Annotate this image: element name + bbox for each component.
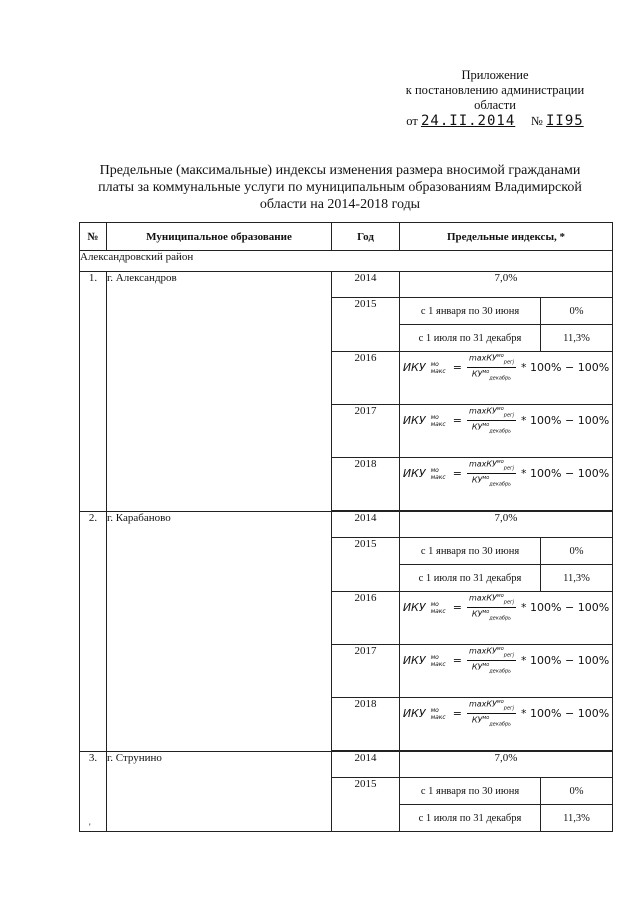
formula-sup-bottom: макс: [430, 713, 446, 721]
title-line-2: платы за коммунальные услуги по муниципальным образованиям Владимирской: [98, 180, 582, 195]
formula-rest: * 100% − 100%: [521, 601, 610, 615]
formula-lhs-index: [431, 361, 446, 375]
formula-lhs-index: [431, 707, 446, 721]
col-index-header: Предельные индексы, *: [400, 223, 613, 251]
formula-eq: =: [452, 707, 462, 721]
formula-rest: * 100% − 100%: [521, 414, 610, 428]
year-cell: 2016: [332, 352, 400, 405]
formula-lhs: ИКУ: [402, 361, 426, 375]
year-cell: 2018: [332, 698, 400, 751]
formula-numerator: [467, 698, 516, 714]
period-label: с 1 января по 30 июня: [400, 298, 541, 325]
formula-num-sub: регj: [503, 359, 515, 366]
index-split-cell: [400, 298, 613, 352]
formula-fraction: [467, 698, 516, 730]
formula-lhs-index: [431, 654, 446, 668]
formula-num-text: maxКУ: [468, 593, 497, 603]
formula-den-text: КУ: [471, 369, 483, 379]
formula-lhs: ИКУ: [402, 467, 426, 481]
region-row: [80, 251, 613, 272]
year-cell: 2016: [332, 592, 400, 645]
formula-den-text: КУ: [471, 715, 483, 725]
period-value: 11,3%: [563, 812, 590, 824]
year-cell: 2015: [332, 298, 400, 352]
region-name: Александровский район: [80, 251, 613, 272]
formula-lhs-index: [431, 414, 446, 428]
period-label: с 1 января по 30 июня: [400, 538, 541, 565]
title-line-1: Предельные (максимальные) индексы изменения размера вносимой гражданами: [99, 163, 581, 178]
formula-den-text: КУ: [471, 475, 483, 485]
formula-sup-bottom: макс: [430, 660, 446, 668]
formula-den-sub: декабрь: [489, 428, 512, 435]
formula-numerator: [467, 405, 516, 421]
year-cell: 2014: [332, 272, 400, 298]
formula-denominator: [472, 714, 511, 729]
formula-sup-top: мо: [430, 706, 439, 714]
formula-den-sup: мо: [482, 609, 490, 616]
date-value: 24.II.2014: [420, 113, 516, 129]
formula-num-text: maxКУ: [468, 459, 497, 469]
formula-numerator: [467, 458, 516, 474]
municipality-name: г. Александров: [107, 272, 332, 512]
table-header-row: [80, 223, 613, 251]
year-cell: 2014: [332, 512, 400, 538]
formula-eq: =: [452, 601, 462, 615]
formula-eq: =: [452, 361, 462, 375]
period-label: с 1 июля по 31 декабря: [400, 325, 541, 352]
formula-denominator: [472, 661, 511, 676]
index-value: 7,0%: [400, 272, 613, 298]
formula-num-sup: мо: [496, 406, 504, 412]
formula-den-text: КУ: [471, 662, 483, 672]
formula-num-text: maxКУ: [468, 646, 497, 656]
formula-den-sub: декабрь: [489, 668, 512, 675]
formula-rest: * 100% − 100%: [521, 361, 610, 375]
col-mo-header: Муниципальное образование: [107, 223, 332, 251]
formula-num-sup: мо: [496, 353, 504, 359]
formula-num-sub: регj: [503, 652, 515, 659]
table-row: [80, 752, 613, 778]
index-formula: [400, 458, 613, 511]
formula-den-sub: декабрь: [489, 615, 512, 622]
formula-lhs: ИКУ: [402, 601, 426, 615]
municipality-name: г. Струнино: [107, 752, 332, 832]
formula-sup-bottom: макс: [430, 473, 446, 481]
formula-eq: =: [452, 414, 462, 428]
formula-sup-top: мо: [430, 466, 439, 474]
index-value: 7,0%: [400, 752, 613, 778]
table-row: [80, 272, 613, 298]
formula-rest: * 100% − 100%: [521, 654, 610, 668]
year-cell: 2015: [332, 778, 400, 832]
index-split-cell: [400, 538, 613, 592]
formula-eq: =: [452, 467, 462, 481]
appendix-resolution: к постановлению администрации: [405, 83, 585, 97]
formula-denominator: [472, 368, 511, 383]
formula-sup-top: мо: [430, 360, 439, 368]
row-number: 1.: [80, 272, 107, 512]
year-cell: 2014: [332, 752, 400, 778]
period-value: 0%: [541, 538, 613, 565]
period-subtable: [400, 538, 612, 591]
date-prefix: от: [406, 114, 418, 128]
formula-eq: =: [452, 654, 462, 668]
formula-sup-top: мо: [430, 600, 439, 608]
formula-num-sup: мо: [496, 593, 504, 599]
formula-lhs-index: [431, 601, 446, 615]
formula-fraction: [467, 352, 516, 384]
table-row: [80, 512, 613, 538]
period-subtable: [400, 298, 612, 351]
appendix-label: Приложение: [461, 68, 529, 82]
formula-denominator: [472, 474, 511, 489]
formula-num-text: maxКУ: [468, 699, 497, 709]
municipality-name: г. Карабаново: [107, 512, 332, 752]
period-label: с 1 июля по 31 декабря: [400, 805, 541, 832]
formula-sup-bottom: макс: [430, 607, 446, 615]
appendix-region: области: [474, 98, 516, 112]
title-line-3: области на 2014-2018 годы: [259, 197, 421, 212]
formula-fraction: [467, 592, 516, 624]
formula-fraction: [467, 458, 516, 490]
period-subtable: [400, 778, 612, 831]
formula-num-text: maxКУ: [468, 353, 497, 363]
period-label: с 1 июля по 31 декабря: [400, 565, 541, 592]
formula-numerator: [467, 645, 516, 661]
footnote-mark: ': [89, 822, 91, 832]
formula-den-text: КУ: [471, 609, 483, 619]
index-split-cell: [400, 778, 613, 832]
appendix-date-line: [380, 114, 610, 129]
formula-denominator: [472, 421, 511, 436]
document-title: [60, 162, 620, 213]
formula-fraction: [467, 645, 516, 677]
formula-den-sup: мо: [482, 662, 490, 669]
formula-den-sup: мо: [482, 422, 490, 429]
formula-lhs-index: [431, 467, 446, 481]
formula-num-sup: мо: [496, 646, 504, 652]
number-prefix: №: [530, 114, 543, 128]
index-formula: [400, 352, 613, 405]
formula-den-sub: декабрь: [489, 375, 512, 382]
year-cell: 2017: [332, 645, 400, 698]
col-year-header: Год: [332, 223, 400, 251]
formula-sup-top: мо: [430, 653, 439, 661]
year-cell: 2015: [332, 538, 400, 592]
formula-den-sub: декабрь: [489, 481, 512, 488]
row-number: 3.: [80, 752, 107, 832]
formula-num-sub: регj: [503, 599, 515, 606]
col-num-header: №: [80, 223, 107, 251]
period-value: 11,3%: [563, 332, 590, 344]
formula-num-sub: регj: [503, 705, 515, 712]
index-formula: [400, 645, 613, 698]
period-value: 0%: [541, 298, 613, 325]
period-value: 0%: [541, 778, 613, 805]
number-value: II95: [545, 113, 584, 129]
formula-numerator: [467, 352, 516, 368]
formula-rest: * 100% − 100%: [521, 467, 610, 481]
period-value: 11,3%: [563, 572, 590, 584]
formula-numerator: [467, 592, 516, 608]
index-formula: [400, 698, 613, 751]
formula-den-sup: мо: [482, 475, 490, 482]
formula-den-text: КУ: [471, 422, 483, 432]
index-formula: [400, 405, 613, 458]
formula-fraction: [467, 405, 516, 437]
formula-sup-top: мо: [430, 413, 439, 421]
year-cell: 2017: [332, 405, 400, 458]
formula-lhs: ИКУ: [402, 414, 426, 428]
formula-lhs: ИКУ: [402, 707, 426, 721]
formula-denominator: [472, 608, 511, 623]
appendix-header: [380, 68, 610, 129]
period-label: с 1 января по 30 июня: [400, 778, 541, 805]
formula-sup-bottom: макс: [430, 367, 446, 375]
formula-num-sup: мо: [496, 699, 504, 705]
formula-den-sup: мо: [482, 715, 490, 722]
index-table: [79, 222, 613, 832]
index-formula: [400, 592, 613, 645]
row-number: 2.: [80, 512, 107, 752]
year-cell: 2018: [332, 458, 400, 511]
formula-sup-bottom: макс: [430, 420, 446, 428]
formula-lhs: ИКУ: [402, 654, 426, 668]
formula-num-sub: регj: [503, 412, 515, 419]
formula-den-sub: декабрь: [489, 721, 512, 728]
formula-num-sub: регj: [503, 465, 515, 472]
formula-rest: * 100% − 100%: [521, 707, 610, 721]
index-value: 7,0%: [400, 512, 613, 538]
formula-num-text: maxКУ: [468, 406, 497, 416]
formula-num-sup: мо: [496, 459, 504, 465]
formula-den-sup: мо: [482, 369, 490, 376]
